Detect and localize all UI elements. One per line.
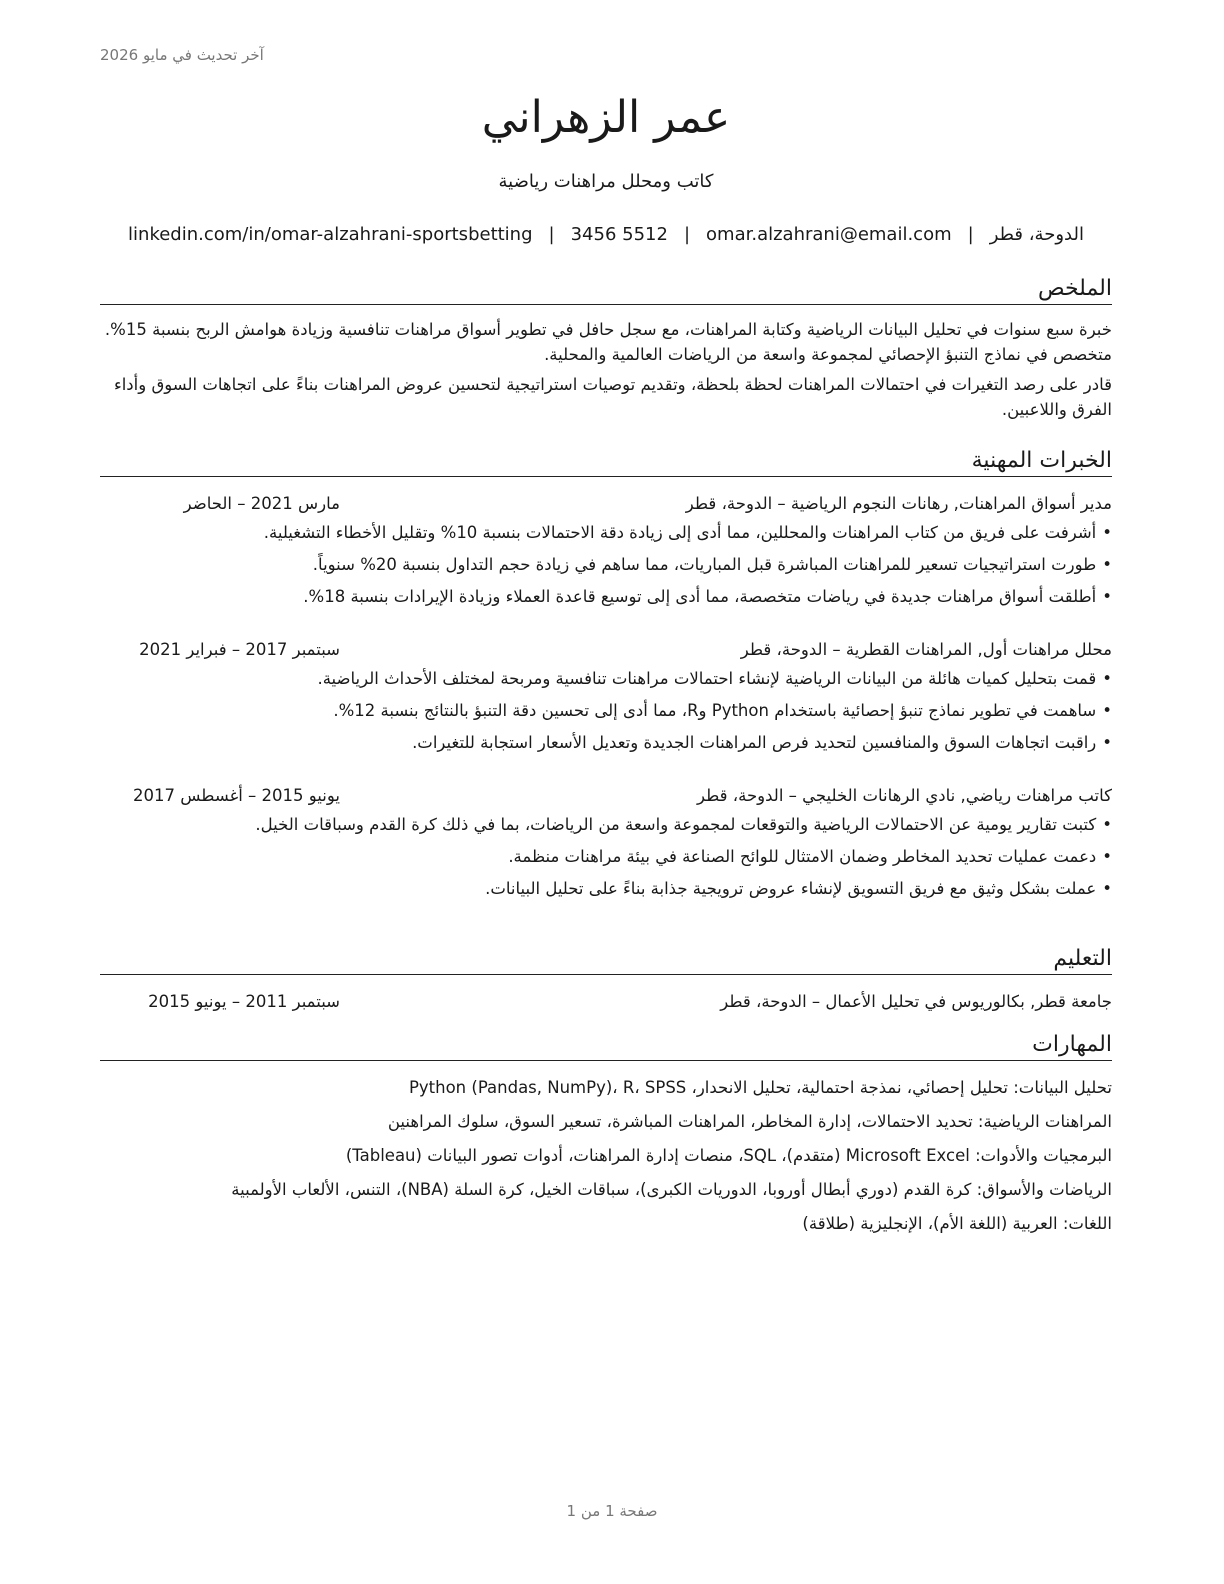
job-bullet: •ساهمت في تطوير نماذج تنبؤ إحصائية باستخدام Python وR، مما أدى إلى تحسين دقة التنبؤ بالنتائج بنسبة 12%. bbox=[100, 695, 1112, 727]
job-role: مدير أسواق المراهنات, رهانات النجوم الرياضية – الدوحة، قطر bbox=[685, 494, 1112, 514]
job-bullet: •راقبت اتجاهات السوق والمنافسين لتحديد فرص المراهنات الجديدة وتعديل الأسعار استجابة للتغيرات. bbox=[100, 727, 1112, 759]
bullet-glyph: • bbox=[1102, 669, 1112, 689]
education-degree: جامعة قطر, بكالوريوس في تحليل الأعمال – الدوحة، قطر bbox=[720, 992, 1112, 1012]
education-section bbox=[100, 946, 1112, 1015]
contact-separator: | bbox=[967, 224, 974, 245]
job-bullets bbox=[100, 663, 1112, 759]
skill-line: البرمجيات والأدوات: Microsoft Excel (متقدم)، SQL، منصات إدارة المراهنات، أدوات تصور البيانات (Tableau) bbox=[345, 1146, 1112, 1166]
experience-section bbox=[100, 448, 1112, 905]
job-role: محلل مراهنات أول, المراهنات القطرية – الدوحة، قطر bbox=[740, 640, 1112, 660]
job-date: يونيو 2015 – أغسطس 2017 bbox=[133, 786, 340, 806]
skill-line: اللغات: العربية (اللغة الأم)، الإنجليزية (طلاقة) bbox=[802, 1214, 1112, 1234]
summary-paragraph: قادر على رصد التغيرات في احتمالات المراهنات لحظة بلحظة، وتقديم توصيات استراتيجية لتحسين عروض المراهنات بناءً على اتجاهات السوق وأداء الفرق واللاعبين. bbox=[113, 374, 1112, 419]
section-heading-summary: الملخص bbox=[100, 276, 1112, 305]
education-entry bbox=[100, 989, 1112, 1015]
candidate-name: عمر الزهراني bbox=[481, 92, 731, 143]
job-bullet: •كتبت تقارير يومية عن الاحتمالات الرياضية والتوقعات لمجموعة واسعة من الرياضات، بما في ذلك كرة القدم وسباقات الخيل. bbox=[100, 809, 1112, 841]
skill-line: تحليل البيانات: تحليل إحصائي، نمذجة احتمالية، تحليل الانحدار، Python (Pandas, NumPy)، R، SPSS bbox=[408, 1078, 1112, 1098]
bullet-glyph: • bbox=[1102, 701, 1112, 721]
bullet-glyph: • bbox=[1102, 815, 1112, 835]
section-heading-education: التعليم bbox=[100, 946, 1112, 975]
contact-separator: | bbox=[683, 224, 691, 245]
skills-section bbox=[100, 1032, 1112, 1241]
bullet-glyph: • bbox=[1102, 523, 1112, 543]
skill-line: المراهنات الرياضية: تحديد الاحتمالات، إدارة المخاطر، المراهنات المباشرة، تسعير السوق، سلوك المراهنين bbox=[387, 1112, 1112, 1132]
summary-section bbox=[100, 276, 1112, 422]
bullet-glyph: • bbox=[1102, 587, 1112, 607]
bullet-glyph: • bbox=[1102, 555, 1112, 575]
job-entry bbox=[100, 491, 1112, 613]
section-heading-skills: المهارات bbox=[100, 1032, 1112, 1061]
job-bullet: •طورت استراتيجيات تسعير للمراهنات المباشرة قبل المباريات، مما ساهم في زيادة حجم التداول بنسبة 20% سنوياً. bbox=[100, 549, 1112, 581]
candidate-title: كاتب ومحلل مراهنات رياضية bbox=[498, 171, 714, 192]
job-role: كاتب مراهنات رياضي, نادي الرهانات الخليجي – الدوحة، قطر bbox=[697, 786, 1112, 806]
job-bullets bbox=[100, 517, 1112, 613]
summary-paragraph: خبرة سبع سنوات في تحليل البيانات الرياضية وكتابة المراهنات، مع سجل حافل في تطوير أسواق مراهنات تنافسية وزيادة هوامش الربح بنسبة 15%. متخصص في نماذج التنبؤ الإحصائي لمجموعة واسعة من الرياضات العالمية والمحلية. bbox=[104, 320, 1112, 365]
job-entry bbox=[100, 783, 1112, 905]
contact-line bbox=[100, 223, 1112, 246]
location: الدوحة، قطر bbox=[989, 224, 1084, 245]
job-entry bbox=[100, 637, 1112, 759]
last-updated-note: آخر تحديث في مايو 2026 bbox=[100, 46, 264, 64]
job-bullet: •قمت بتحليل كميات هائلة من البيانات الرياضية لإنشاء احتمالات مراهنات تنافسية ومربحة لمختلف الأحداث الرياضية. bbox=[100, 663, 1112, 695]
email-link[interactable]: omar.alzahrani@email.com bbox=[706, 224, 952, 245]
job-bullet: •أطلقت أسواق مراهنات جديدة في رياضات متخصصة، مما أدى إلى توسيع قاعدة العملاء وزيادة الإيرادات بنسبة 18%. bbox=[100, 581, 1112, 613]
resume-page bbox=[100, 0, 1112, 1584]
job-bullets bbox=[100, 809, 1112, 905]
bullet-glyph: • bbox=[1102, 733, 1112, 753]
linkedin-link[interactable]: linkedin.com/in/omar-alzahrani-sportsbetting bbox=[128, 224, 533, 245]
bullet-glyph: • bbox=[1102, 847, 1112, 867]
job-bullet: •عملت بشكل وثيق مع فريق التسويق لإنشاء عروض ترويجية جذابة بناءً على تحليل البيانات. bbox=[100, 873, 1112, 905]
contact-separator: | bbox=[548, 224, 555, 245]
page-number: صفحة 1 من 1 bbox=[566, 1502, 658, 1520]
phone-number: 3456 5512 bbox=[570, 224, 668, 245]
skill-line: الرياضات والأسواق: كرة القدم (دوري أبطال أوروبا، الدوريات الكبرى)، سباقات الخيل، كرة السلة (NBA)، التنس، الألعاب الأولمبية bbox=[231, 1180, 1112, 1200]
job-date: سبتمبر 2017 – فبراير 2021 bbox=[139, 640, 340, 660]
job-bullet: •دعمت عمليات تحديد المخاطر وضمان الامتثال للوائح الصناعة في بيئة مراهنات منظمة. bbox=[100, 841, 1112, 873]
section-heading-experience: الخبرات المهنية bbox=[100, 448, 1112, 477]
education-date: سبتمبر 2011 – يونيو 2015 bbox=[148, 992, 340, 1012]
bullet-glyph: • bbox=[1102, 879, 1112, 899]
job-date: مارس 2021 – الحاضر bbox=[183, 494, 340, 514]
job-bullet: •أشرفت على فريق من كتاب المراهنات والمحللين، مما أدى إلى زيادة دقة الاحتمالات بنسبة 10% وتقليل الأخطاء التشغيلية. bbox=[100, 517, 1112, 549]
